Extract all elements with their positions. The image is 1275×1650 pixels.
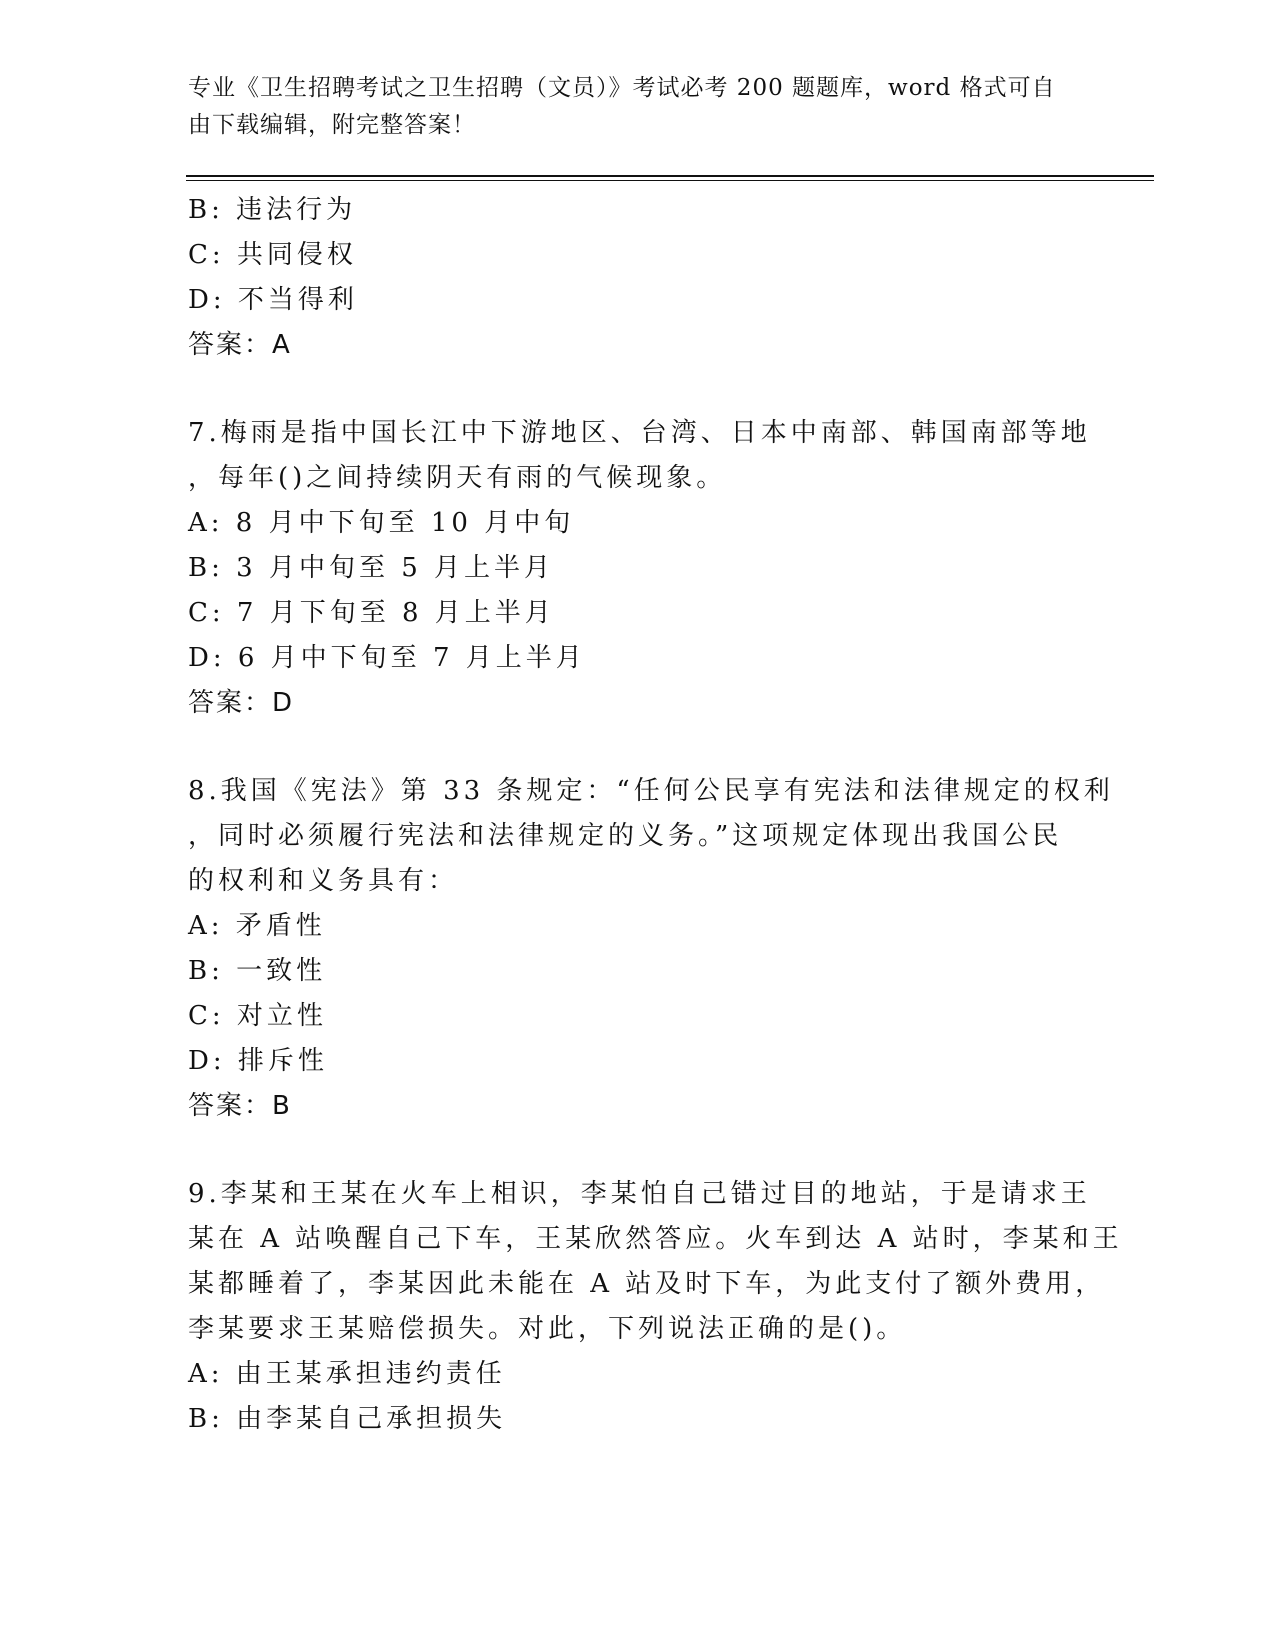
stem-line: 某在 A 站唤醒自己下车，王某欣然答应。火车到达 A 站时，李某和王 [188,1224,1123,1254]
spacer [188,726,1068,769]
answer-line: 答案：B [188,1091,292,1121]
question-stem [188,1172,1123,1352]
option-c: C: 7 月下旬至 8 月上半月 [188,598,555,628]
spacer [188,1129,1068,1172]
option-a: A: 8 月中下旬至 10 月中旬 [188,508,575,538]
question-block-8 [188,769,1114,1129]
option-d: D: 不当得利 [188,285,358,315]
spacer [188,368,1068,411]
option-b: B: 由李某自己承担损失 [188,1404,507,1434]
document-header [188,70,1068,144]
option-a: A: 由王某承担违约责任 [188,1359,506,1389]
question-stem [188,769,1114,904]
header-line-2: 由下载编辑，附完整答案！ [188,112,476,138]
stem-line: 8.我国《宪法》第 33 条规定：“任何公民享有宪法和法律规定的权利 [188,776,1114,806]
option-d: D: 6 月中下旬至 7 月上半月 [188,643,586,673]
question-block-7 [188,411,1091,726]
question-block-6 [188,188,1068,368]
option-b: B: 3 月中旬至 5 月上半月 [188,553,555,583]
question-stem [188,411,1091,501]
option-c: C: 共同侵权 [188,240,357,270]
header-rule-thick [186,175,1154,177]
stem-line: 某都睡着了，李某因此未能在 A 站及时下车，为此支付了额外费用， [188,1269,1106,1299]
answer-line: 答案：D [188,688,295,718]
header-rule-thin [186,180,1154,181]
option-d: D: 排斥性 [188,1046,328,1076]
answer-line: 答案：A [188,330,292,360]
stem-line: 李某要求王某赔偿损失。对此，下列说法正确的是()。 [188,1314,907,1344]
option-c: C: 对立性 [188,1001,327,1031]
stem-line: ，同时必须履行宪法和法律规定的义务。”这项规定体现出我国公民 [188,821,1063,851]
stem-line: 的权利和义务具有： [188,866,459,896]
stem-line: 9.李某和王某在火车上相识，李某怕自己错过目的地站，于是请求王 [188,1179,1091,1209]
question-block-9 [188,1172,1123,1442]
stem-line: 7.梅雨是指中国长江中下游地区、台湾、日本中南部、韩国南部等地 [188,418,1091,448]
header-line-1: 专业《卫生招聘考试之卫生招聘（文员）》考试必考 200 题题库，word 格式可自 [188,75,1056,101]
question-list [188,188,1123,1442]
option-b: B: 违法行为 [188,195,357,225]
option-a: A: 矛盾性 [188,911,326,941]
option-b: B: 一致性 [188,956,327,986]
stem-line: ，每年()之间持续阴天有雨的气候现象。 [188,463,727,493]
